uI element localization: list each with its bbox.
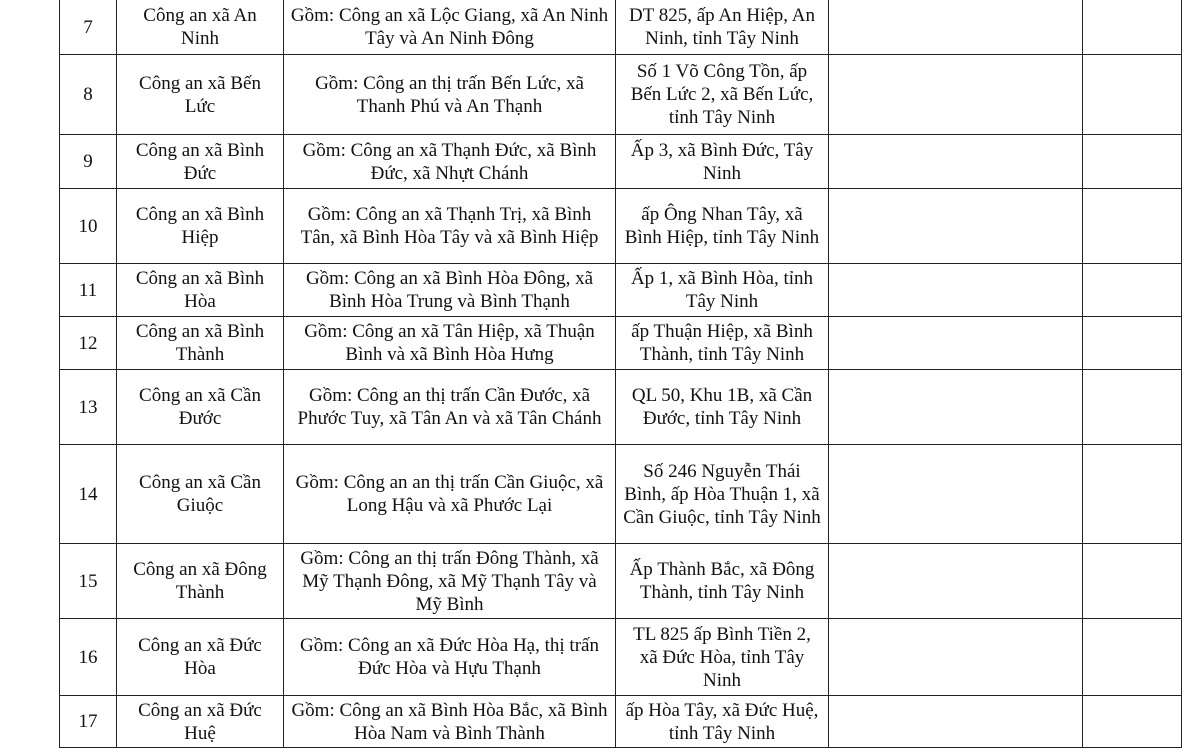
empty-cell: [1083, 696, 1182, 748]
table-row: [60, 189, 1182, 264]
row-number-cell: 8: [60, 55, 117, 135]
table-row: [60, 370, 1182, 445]
empty-cell: [829, 317, 1083, 370]
unit-name-cell: Công an xã Bình Thành: [117, 317, 284, 370]
address-cell: Ấp 3, xã Bình Đức, Tây Ninh: [616, 135, 829, 189]
table-row: [60, 0, 1182, 55]
address-cell: ấp Thuận Hiệp, xã Bình Thành, tỉnh Tây Ninh: [616, 317, 829, 370]
row-number-cell: 14: [60, 445, 117, 544]
address-cell: DT 825, ấp An Hiệp, An Ninh, tỉnh Tây Ninh: [616, 0, 829, 55]
empty-cell: [829, 135, 1083, 189]
merged-units-cell: Gồm: Công an thị trấn Đông Thành, xã Mỹ Thạnh Đông, xã Mỹ Thạnh Tây và Mỹ Bình: [284, 544, 616, 619]
unit-name-cell: Công an xã Bình Hòa: [117, 264, 284, 317]
empty-cell: [1083, 619, 1182, 696]
empty-cell: [1083, 370, 1182, 445]
row-number-cell: 17: [60, 696, 117, 748]
empty-cell: [829, 696, 1083, 748]
merged-units-cell: Gồm: Công an xã Đức Hòa Hạ, thị trấn Đức Hòa và Hựu Thạnh: [284, 619, 616, 696]
empty-cell: [829, 445, 1083, 544]
empty-cell: [1083, 264, 1182, 317]
table-row: [60, 544, 1182, 619]
unit-name-cell: Công an xã An Ninh: [117, 0, 284, 55]
empty-cell: [829, 544, 1083, 619]
row-number-cell: 10: [60, 189, 117, 264]
police-unit-table: [59, 0, 1182, 748]
row-number-cell: 7: [60, 0, 117, 55]
empty-cell: [1083, 55, 1182, 135]
unit-name-cell: Công an xã Cần Đước: [117, 370, 284, 445]
merged-units-cell: Gồm: Công an xã Thạnh Đức, xã Bình Đức, xã Nhựt Chánh: [284, 135, 616, 189]
row-number-cell: 15: [60, 544, 117, 619]
unit-name-cell: Công an xã Đức Huệ: [117, 696, 284, 748]
unit-name-cell: Công an xã Đông Thành: [117, 544, 284, 619]
address-cell: Số 246 Nguyễn Thái Bình, ấp Hòa Thuận 1, xã Cần Giuộc, tỉnh Tây Ninh: [616, 445, 829, 544]
empty-cell: [1083, 135, 1182, 189]
unit-name-cell: Công an xã Bình Đức: [117, 135, 284, 189]
address-cell: TL 825 ấp Bình Tiền 2, xã Đức Hòa, tỉnh Tây Ninh: [616, 619, 829, 696]
row-number-cell: 13: [60, 370, 117, 445]
unit-name-cell: Công an xã Cần Giuộc: [117, 445, 284, 544]
merged-units-cell: Gồm: Công an xã Bình Hòa Bắc, xã Bình Hòa Nam và Bình Thành: [284, 696, 616, 748]
empty-cell: [1083, 544, 1182, 619]
table-row: [60, 317, 1182, 370]
table-row: [60, 55, 1182, 135]
table-body: [60, 0, 1182, 748]
empty-cell: [1083, 317, 1182, 370]
unit-name-cell: Công an xã Bình Hiệp: [117, 189, 284, 264]
table-row: [60, 619, 1182, 696]
merged-units-cell: Gồm: Công an thị trấn Bến Lức, xã Thanh Phú và An Thạnh: [284, 55, 616, 135]
merged-units-cell: Gồm: Công an xã Bình Hòa Đông, xã Bình Hòa Trung và Bình Thạnh: [284, 264, 616, 317]
address-cell: ấp Ông Nhan Tây, xã Bình Hiệp, tỉnh Tây Ninh: [616, 189, 829, 264]
merged-units-cell: Gồm: Công an xã Tân Hiệp, xã Thuận Bình và xã Bình Hòa Hưng: [284, 317, 616, 370]
table-row: [60, 264, 1182, 317]
table-row: [60, 445, 1182, 544]
merged-units-cell: Gồm: Công an xã Lộc Giang, xã An Ninh Tây và An Ninh Đông: [284, 0, 616, 55]
row-number-cell: 11: [60, 264, 117, 317]
empty-cell: [829, 55, 1083, 135]
empty-cell: [829, 189, 1083, 264]
empty-cell: [829, 0, 1083, 55]
address-cell: Ấp Thành Bắc, xã Đông Thành, tỉnh Tây Ninh: [616, 544, 829, 619]
table-row: [60, 135, 1182, 189]
empty-cell: [1083, 445, 1182, 544]
empty-cell: [829, 619, 1083, 696]
address-cell: QL 50, Khu 1B, xã Cần Đước, tỉnh Tây Ninh: [616, 370, 829, 445]
row-number-cell: 12: [60, 317, 117, 370]
unit-name-cell: Công an xã Đức Hòa: [117, 619, 284, 696]
unit-name-cell: Công an xã Bến Lức: [117, 55, 284, 135]
address-cell: ấp Hòa Tây, xã Đức Huệ, tỉnh Tây Ninh: [616, 696, 829, 748]
empty-cell: [829, 370, 1083, 445]
merged-units-cell: Gồm: Công an xã Thạnh Trị, xã Bình Tân, xã Bình Hòa Tây và xã Bình Hiệp: [284, 189, 616, 264]
merged-units-cell: Gồm: Công an an thị trấn Cần Giuộc, xã Long Hậu và xã Phước Lại: [284, 445, 616, 544]
empty-cell: [1083, 0, 1182, 55]
row-number-cell: 9: [60, 135, 117, 189]
table-row: [60, 696, 1182, 748]
row-number-cell: 16: [60, 619, 117, 696]
empty-cell: [1083, 189, 1182, 264]
address-cell: Số 1 Võ Công Tồn, ấp Bến Lức 2, xã Bến Lức, tỉnh Tây Ninh: [616, 55, 829, 135]
address-cell: Ấp 1, xã Bình Hòa, tỉnh Tây Ninh: [616, 264, 829, 317]
merged-units-cell: Gồm: Công an thị trấn Cần Đước, xã Phước Tuy, xã Tân An và xã Tân Chánh: [284, 370, 616, 445]
empty-cell: [829, 264, 1083, 317]
